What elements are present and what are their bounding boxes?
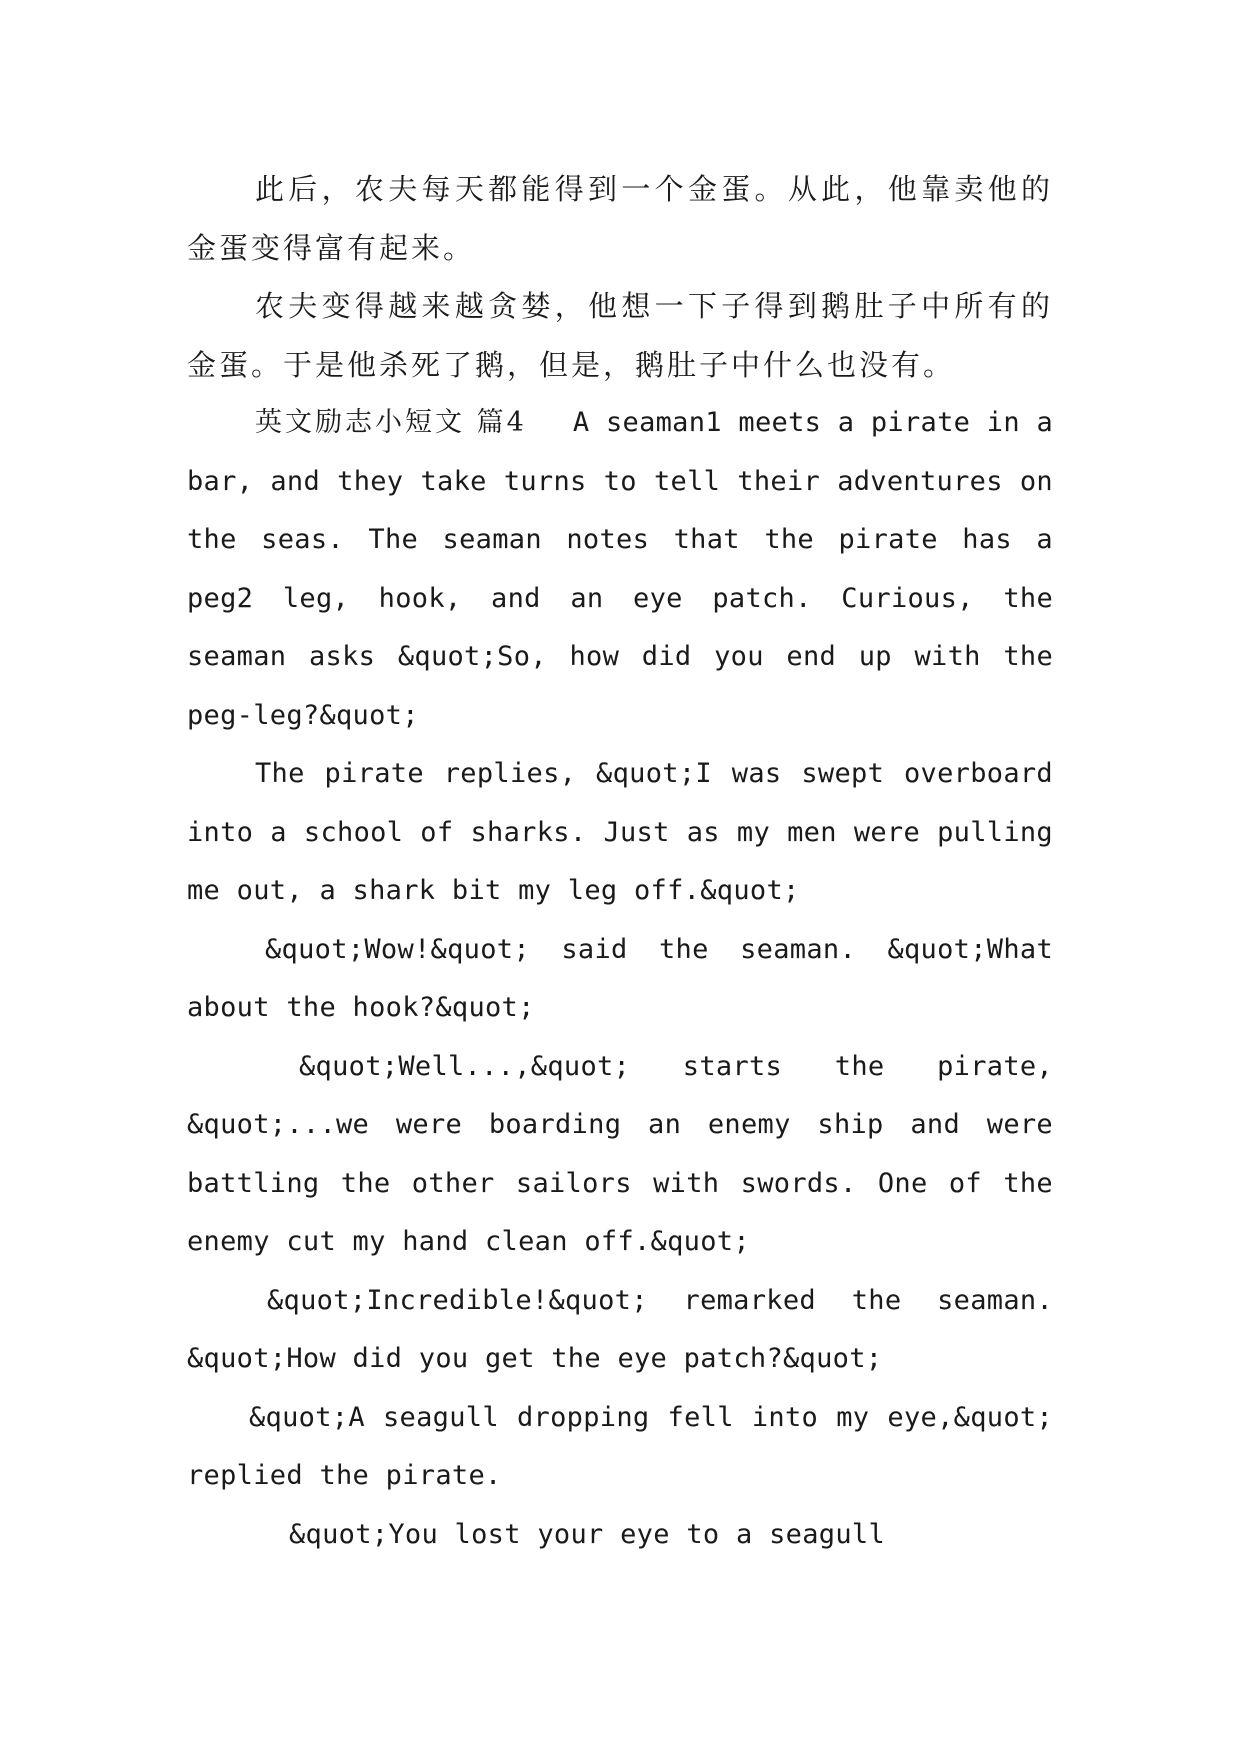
document-body: [187, 160, 1053, 1564]
section-heading: 英文励志小短文 篇4: [255, 407, 527, 438]
paragraph-peg-leg: [187, 745, 1053, 921]
paragraph-hook-answer: [187, 1038, 1053, 1272]
paragraph-text: &quot;Wow!&quot; said the seaman. &quot;What about the hook?&quot;: [187, 933, 1053, 1023]
paragraph-seaman-intro: [187, 394, 1053, 745]
paragraph-text: &quot;A seagull dropping fell into my eye,&quot; replied the pirate.: [187, 1401, 1053, 1491]
paragraph-golden-egg: [187, 160, 1053, 277]
paragraph-text: A seaman1 meets a pirate in a bar, and they take turns to tell their adventures on the seas. The seaman notes that the pirate has a peg2 leg, hook, and an eye patch. Curious, the seaman asks &quot;So, how did you end up with the peg-leg?&quot;: [187, 407, 1053, 731]
paragraph-text: The pirate replies, &quot;I was swept overboard into a school of sharks. Just as my men were pulling me out, a shark bit my leg off.&quot;: [187, 758, 1053, 906]
paragraph-seagull-question: [187, 1506, 1053, 1565]
paragraph-text: 农夫变得越来越贪婪，他想一下子得到鹅肚子中所有的金蛋。于是他杀死了鹅，但是，鹅肚子中什么也没有。: [187, 289, 1053, 382]
paragraph-text: &quot;Well...,&quot; starts the pirate, &quot;...we were boarding an enemy ship and were battling the other sailors with swords. One of the enemy cut my hand clean off.&quot;: [187, 1050, 1053, 1257]
paragraph-text: &quot;You lost your eye to a seagull: [289, 1518, 885, 1550]
paragraph-text: 此后，农夫每天都能得到一个金蛋。从此，他靠卖他的金蛋变得富有起来。: [187, 172, 1053, 265]
paragraph-greedy-farmer: [187, 277, 1053, 394]
paragraph-hook-question: [187, 921, 1053, 1038]
paragraph-seagull-answer: [187, 1389, 1053, 1506]
paragraph-text: &quot;Incredible!&quot; remarked the seaman. &quot;How did you get the eye patch?&quot;: [187, 1284, 1053, 1374]
paragraph-eye-question: [187, 1272, 1053, 1389]
